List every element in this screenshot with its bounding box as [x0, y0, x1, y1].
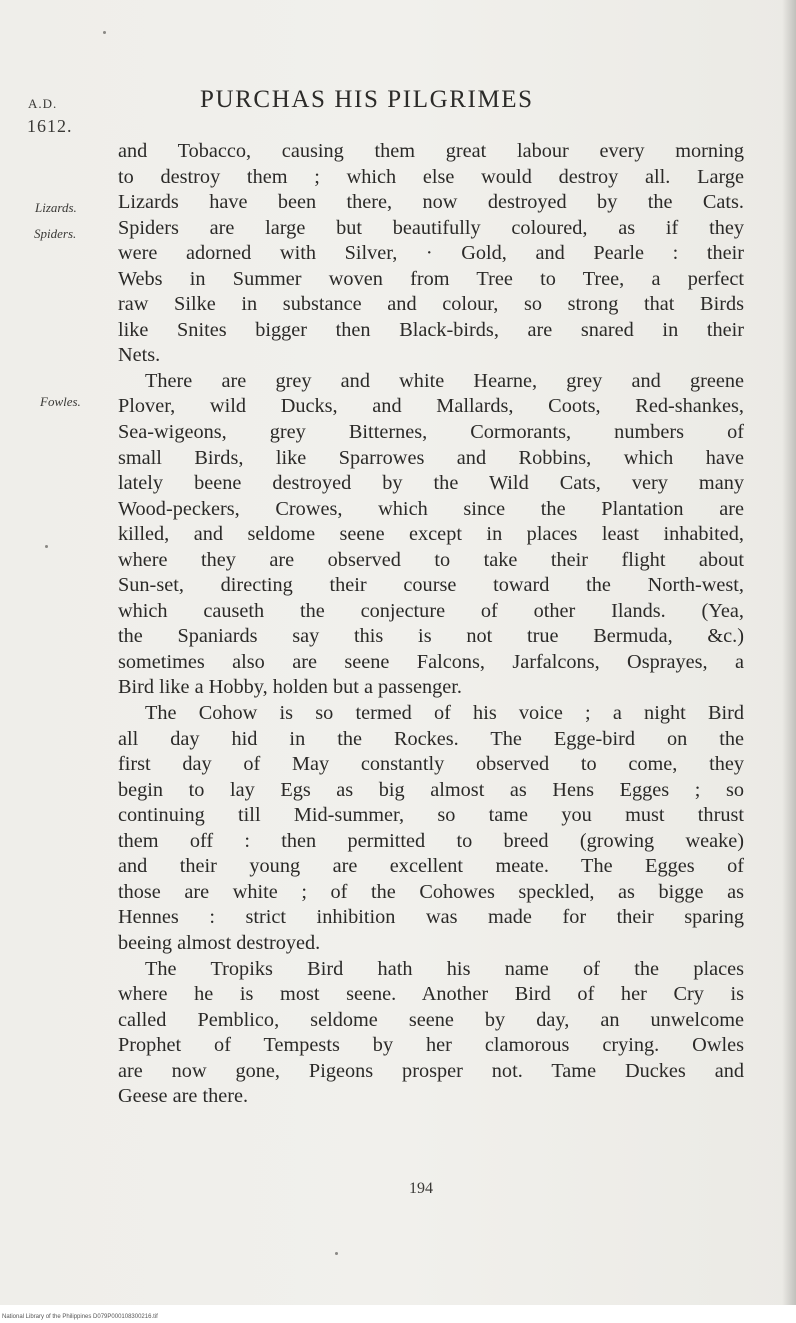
text-line: Wood-peckers, Crowes, which since the Plantation are: [118, 497, 744, 520]
text-line: Geese are there.: [118, 1085, 249, 1108]
text-line: Nets.: [118, 344, 161, 367]
text-line: like Snites bigger then Black-birds, are snared in their: [118, 318, 744, 341]
text-line: to destroy them ; which else would destroy all. Large: [118, 165, 744, 188]
text-line: first day of May constantly observed to come, they: [118, 753, 744, 776]
text-line: Bird like a Hobby, holden but a passenger.: [118, 676, 462, 699]
text-line: Sea-wigeons, grey Bitternes, Cormorants, numbers of: [118, 421, 744, 444]
text-line: beeing almost destroyed.: [118, 931, 321, 954]
text-line: Webs in Summer woven from Tree to Tree, a perfect: [118, 267, 744, 290]
text-line: Lizards have been there, now destroyed by the Cats.: [118, 191, 744, 214]
text-line: them off : then permitted to breed (growing weake): [118, 829, 744, 852]
text-line: which causeth the conjecture of other Ilands. (Yea,: [118, 599, 744, 622]
text-line: Plover, wild Ducks, and Mallards, Coots, Red-shankes,: [118, 395, 744, 418]
page-number: 194: [409, 1180, 433, 1197]
ink-speck: [335, 1252, 338, 1255]
text-line: where they are observed to take their flight about: [118, 548, 744, 571]
margin-note-spiders: Spiders.: [34, 226, 77, 241]
margin-note-lizards: Lizards.: [35, 200, 77, 215]
body-text: [118, 139, 744, 1110]
scan-footer-strip: [0, 1305, 796, 1323]
scan-attribution: National Library of the Philippines D079P000108300216.tif: [2, 1314, 158, 1320]
text-line: killed, and seldome seene except in places least inhabited,: [118, 523, 744, 546]
text-line: continuing till Mid-summer, so tame you must thrust: [118, 804, 744, 827]
text-line: the Spaniards say this is not true Bermuda, &c.): [118, 625, 744, 648]
text-line: Sun-set, directing their course toward the North-west,: [118, 574, 744, 597]
text-line: were adorned with Silver, · Gold, and Pearle : their: [118, 242, 744, 265]
text-line: small Birds, like Sparrowes and Robbins, which have: [118, 446, 744, 469]
text-line: raw Silke in substance and colour, so strong that Birds: [118, 293, 744, 316]
ink-speck: [103, 31, 106, 34]
running-title: PURCHAS HIS PILGRIMES: [200, 86, 534, 113]
text-line: The Tropiks Bird hath his name of the places: [145, 957, 744, 980]
text-line: are now gone, Pigeons prosper not. Tame Duckes and: [118, 1059, 744, 1082]
text-line: begin to lay Egs as big almost as Hens Egges ; so: [118, 778, 744, 801]
text-line: The Cohow is so termed of his voice ; a night Bird: [145, 702, 744, 725]
text-line: Prophet of Tempests by her clamorous crying. Owles: [118, 1034, 744, 1057]
text-line: those are white ; of the Cohowes speckled, as bigge as: [118, 880, 744, 903]
era-label: A.D.: [28, 96, 58, 111]
text-line: and their young are excellent meate. The Egges of: [118, 855, 744, 878]
ink-speck: [45, 545, 48, 548]
text-line: where he is most seene. Another Bird of her Cry is: [118, 983, 744, 1006]
year-label: 1612.: [27, 116, 73, 136]
page-gutter-shadow: [782, 0, 796, 1323]
text-line: Spiders are large but beautifully coloured, as if they: [118, 216, 744, 239]
text-line: sometimes also are seene Falcons, Jarfalcons, Osprayes, a: [118, 650, 744, 673]
text-line: Hennes : strict inhibition was made for their sparing: [118, 906, 744, 929]
margin-note-fowles: Fowles.: [40, 394, 81, 409]
text-line: There are grey and white Hearne, grey and greene: [145, 369, 744, 392]
text-line: and Tobacco, causing them great labour every morning: [118, 140, 744, 162]
text-line: lately beene destroyed by the Wild Cats, very many: [118, 472, 744, 495]
text-line: all day hid in the Rockes. The Egge-bird on the: [118, 727, 744, 750]
text-line: called Pemblico, seldome seene by day, an unwelcome: [118, 1008, 744, 1031]
